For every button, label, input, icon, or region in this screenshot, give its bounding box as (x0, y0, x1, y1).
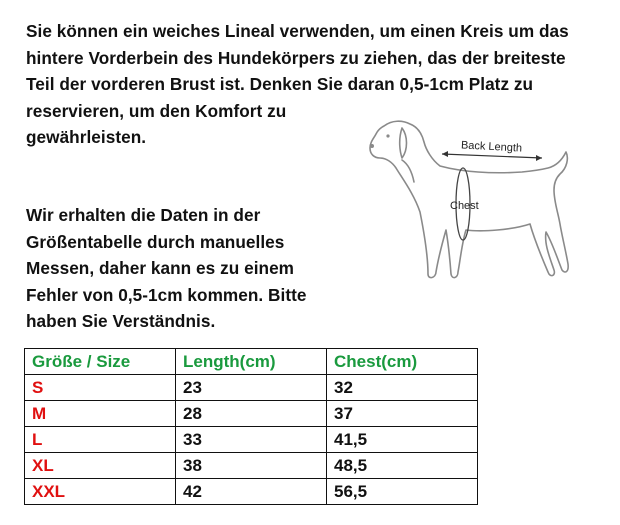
table-row (25, 427, 478, 453)
size-cell: XL (25, 453, 176, 479)
size-cell: L (25, 427, 176, 453)
table-row (25, 479, 478, 505)
length-cell: 42 (176, 479, 327, 505)
length-cell: 38 (176, 453, 327, 479)
header-chest: Chest(cm) (327, 349, 478, 375)
chest-cell: 32 (327, 375, 478, 401)
chest-cell: 56,5 (327, 479, 478, 505)
back-length-label: Back Length (460, 139, 523, 155)
table-header-row (25, 349, 478, 375)
chest-cell: 37 (327, 401, 478, 427)
header-length: Length(cm) (176, 349, 327, 375)
dog-ear (400, 128, 407, 158)
measurement-note-paragraph: Wir erhalten die Daten in der Größentabelle durch manuelles Messen, daher kann es zu einem Fehler von 0,5-1cm kommen. Bitte haben Sie Verständnis. (26, 205, 307, 331)
back-length-arrow-start (442, 151, 448, 157)
size-cell: S (25, 375, 176, 401)
dog-collar (402, 160, 414, 182)
length-cell: 33 (176, 427, 327, 453)
table-row (25, 375, 478, 401)
dog-nose (370, 144, 374, 148)
chest-cell: 48,5 (327, 453, 478, 479)
header-size: Größe / Size (25, 349, 176, 375)
size-chart-table (24, 348, 478, 505)
size-cell: M (25, 401, 176, 427)
length-cell: 28 (176, 401, 327, 427)
dog-eye (386, 134, 389, 137)
table-row (25, 453, 478, 479)
instructions-paragraph: Sie können ein weiches Lineal verwenden, um einen Kreis um das hintere Vorderbein des Hundekörpers zu ziehen, das der breiteste Teil der vorderen Brust ist. Denken Sie daran 0,5-1cm Platz zu reservieren, um den Komfort zu gewährleisten. (26, 21, 569, 147)
size-cell: XXL (25, 479, 176, 505)
chest-cell: 41,5 (327, 427, 478, 453)
back-length-arrow-end (536, 155, 542, 161)
table-row (25, 401, 478, 427)
length-cell: 23 (176, 375, 327, 401)
back-length-arrow (442, 154, 542, 158)
dog-measurement-diagram (362, 112, 582, 312)
chest-label: Chest (450, 200, 479, 212)
